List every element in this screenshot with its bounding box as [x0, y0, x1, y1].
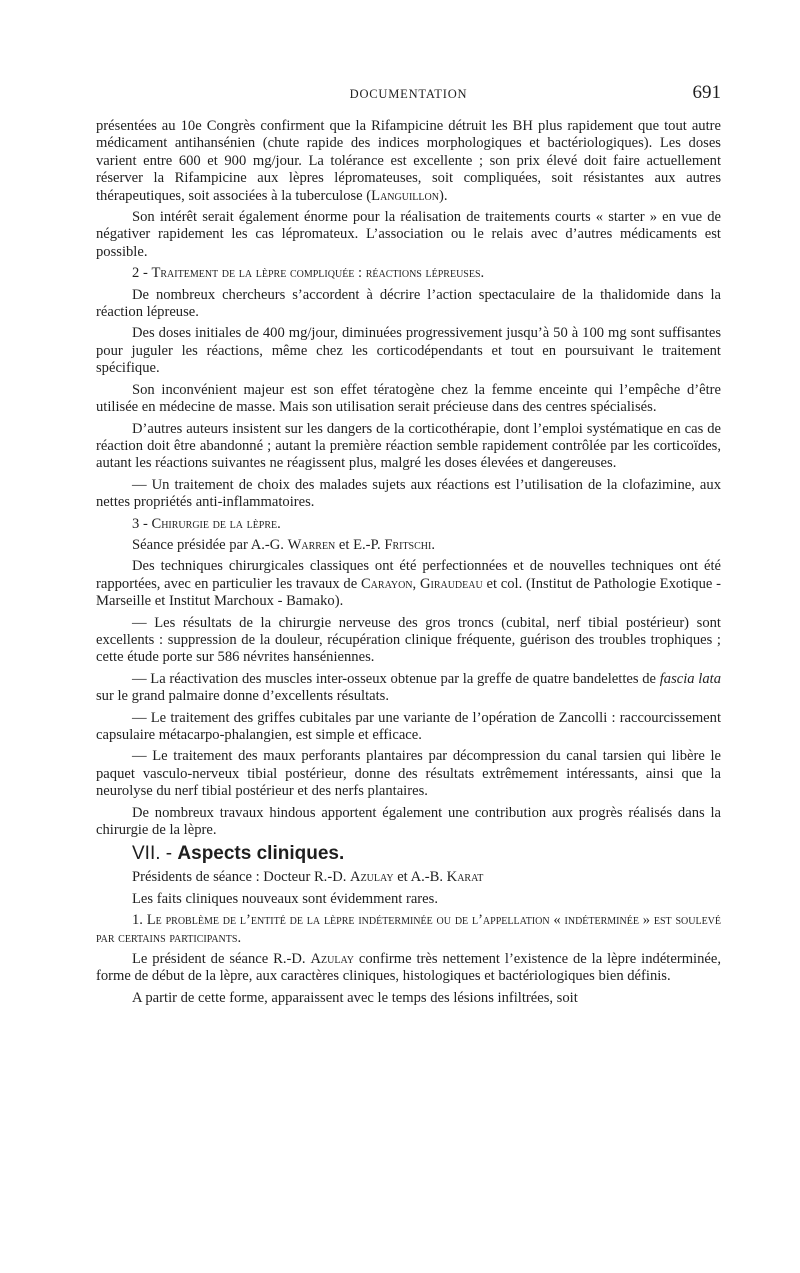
author-name: Languillon: [371, 187, 439, 204]
section-heading-3: [96, 516, 721, 533]
author-name: Warren: [287, 536, 336, 553]
section-title: Traitement de la lèpre compliquée : réactions lépreuses.: [151, 265, 485, 282]
paragraph-text: et col. (Institut de Pathologie Exotique - Marseille et Institut Marchoux - Bamako).: [96, 575, 721, 610]
section-number: VII. -: [132, 843, 178, 865]
paragraph-text: confirme très nettement l’existence de la lèpre indéterminée, forme de début de la lèpre, aux caractères cliniques, histologiques et bactériologiques bien définis.: [96, 951, 721, 985]
paragraph-text: sur le grand palmaire donne d’excellents résultats.: [96, 688, 389, 705]
paragraph: Son intérêt serait également énorme pour la réalisation de traitements courts « starter » en vue de négativer rapidement les cas lépromateux. L’association ou le relais avec d’autres médicaments est possible.: [96, 209, 721, 260]
paragraph: A partir de cette forme, apparaissent avec le temps des lésions infiltrées, soit: [132, 989, 578, 1006]
paragraph: [96, 537, 721, 554]
section-title: Chirurgie de la lèpre.: [151, 515, 281, 532]
author-name: Karat: [446, 869, 484, 886]
section-title: Aspects cliniques.: [177, 843, 345, 865]
subsection-heading-1: [96, 912, 721, 947]
paragraph-text: ,: [412, 575, 420, 592]
paragraph: [96, 869, 721, 886]
paragraph: Son inconvénient majeur est son effet tératogène chez la femme enceinte qui l’empêche d’être utilisée en médecine de masse. Mais son utilisation serait précieuse dans des centres spécialisés.: [96, 381, 721, 416]
author-name: Azulay: [310, 951, 354, 968]
paragraph-text: et E.-P.: [335, 536, 385, 553]
paragraph-text: Le président de séance R.-D.: [132, 951, 311, 968]
paragraph: Les faits cliniques nouveaux sont évidemment rares.: [132, 890, 438, 907]
page-header: [96, 84, 721, 106]
running-head: DOCUMENTATION: [349, 87, 468, 101]
subsection-number: 1.: [132, 912, 147, 929]
paragraph: [96, 671, 721, 706]
paragraph-text: ).: [438, 187, 448, 204]
section-heading-vii: [96, 843, 721, 865]
section-number: 2 -: [132, 265, 152, 282]
author-name: Fritschi: [384, 536, 432, 553]
paragraph-text: Présidents de séance : Docteur R.-D.: [132, 869, 351, 886]
paragraph: — Les résultats de la chirurgie nerveuse des gros troncs (cubital, nerf tibial postérieur) sont excellents : suppression de la douleur, récupération clinique fréquente, guérison des troubles trophiques ; cette étude porte sur 586 névrites hanséniennes.: [96, 614, 721, 666]
paragraph: [96, 951, 721, 986]
paragraph-text: et A.-B.: [393, 869, 447, 886]
paragraph: De nombreux chercheurs s’accordent à décrire l’action spectaculaire de la thalidomide dans la réaction lépreuse.: [96, 286, 721, 321]
paragraph-text: .: [431, 536, 435, 553]
paragraph: De nombreux travaux hindous apportent également une contribution aux progrès réalisés dans la chirurgie de la lèpre.: [96, 804, 721, 839]
paragraph-text: Séance présidée par A.-G.: [132, 536, 288, 553]
section-heading-2: [96, 265, 721, 282]
author-name: Azulay: [350, 869, 394, 886]
subsection-title: Le problème de l’entité de la lèpre indéterminée ou de l’appellation « indéterminée » est soulevé par certains participants.: [96, 912, 722, 946]
paragraph: D’autres auteurs insistent sur les dangers de la corticothérapie, dont l’emploi systématique en cas de réaction doit être abandonné ; autant la première réaction semble rapidement contrôlée par les corticoïdes, autant les réactions suivantes ne réagissent plus, malgré les doses élevées et dangereuses.: [96, 420, 721, 472]
paragraph: [96, 558, 721, 610]
paragraph-text: — La réactivation des muscles inter-osseux obtenue par la greffe de quatre bandelettes de: [132, 670, 660, 687]
italic-term: fascia lata: [659, 670, 721, 687]
paragraph: — Le traitement des maux perforants plantaires par décompression du canal tarsien qui libère le paquet vasculo-nerveux tibial postérieur, donne des résultats extrêmement intéressants, ainsi que la neurolyse du nerf tibial postérieur et des nerfs plantaires.: [96, 748, 721, 800]
paragraph-text: présentées au 10e Congrès confirment que la Rifampicine détruit les BH plus rapidement que tout autre médicament antihansénien (chute rapide des indices morphologiques et bactériologiques). Les doses varient entre 600 et 900 mg/jour. La tolérance est excellente ; son prix élevé doit faire actuellement réserver la Rifampicine aux lèpres lépromateuses, soit compliquées, soit résistantes aux autres thérapeutiques, soit associées à la tuberculose (: [96, 118, 721, 204]
paragraph: — Le traitement des griffes cubitales par une variante de l’opération de Zancolli : raccourcissement capsulaire métacarpo-phalangien, est simple et efficace.: [96, 709, 721, 743]
paragraph-text: Des techniques chirurgicales classiques ont été perfectionnées et de nouvelles techniques ont été rapportées, avec en particulier les travaux de: [96, 558, 721, 592]
page-number: 691: [692, 82, 721, 103]
paragraph: [96, 118, 721, 205]
paragraph: Des doses initiales de 400 mg/jour, diminuées progressivement jusqu’à 50 à 100 mg sont suffisantes pour juguler les réactions, même chez les corticodépendants et tout en poursuivant le traitement spécifique.: [96, 325, 721, 377]
author-name: Carayon: [360, 575, 413, 592]
paragraph: — Un traitement de choix des malades sujets aux réactions est l’utilisation de la clofazimine, aux nettes propriétés anti-inflammatoires.: [96, 476, 721, 511]
author-name: Giraudeau: [419, 575, 483, 592]
page-body: [96, 118, 721, 1011]
section-number: 3 -: [132, 515, 152, 532]
